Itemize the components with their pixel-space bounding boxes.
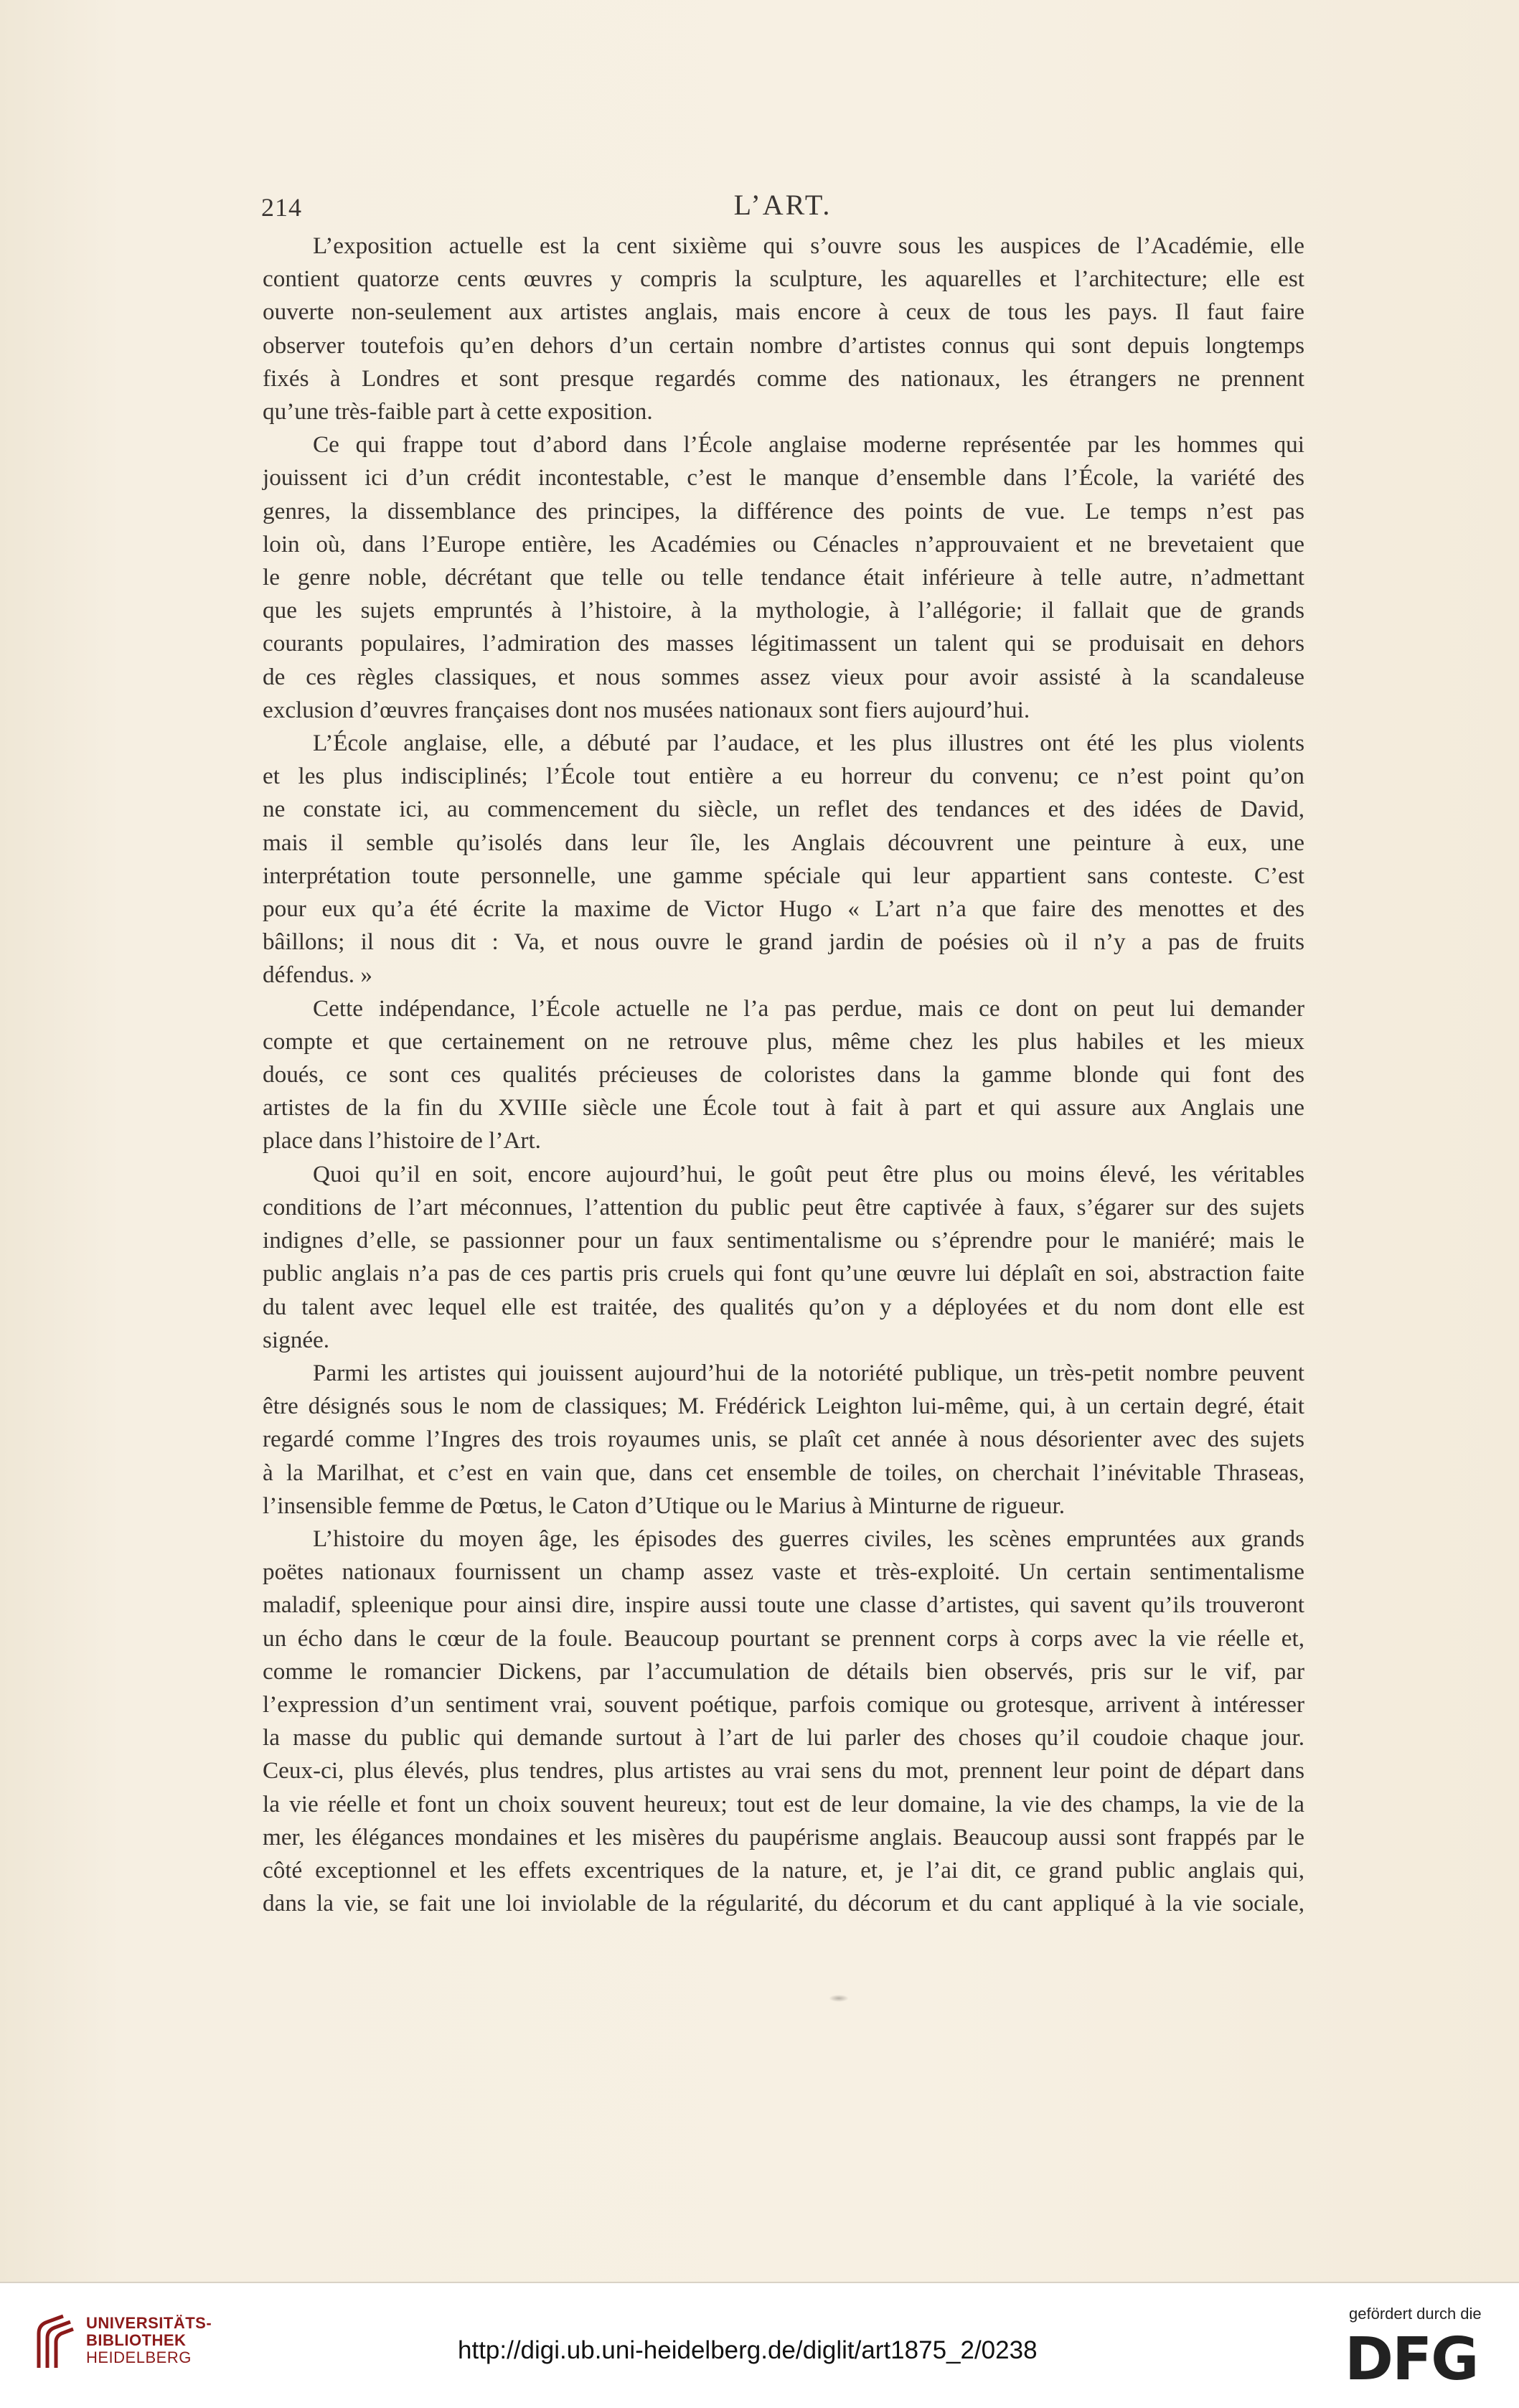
text-line: ouverte non-seulement aux artistes anglais, mais encore à ceux de tous les pays. Il faut faire (263, 298, 1304, 326)
article-body (263, 230, 1304, 1920)
text-line: la masse du public qui demande surtout à l’art de lui parler des choses qu’il coudoie chaque jour. (263, 1724, 1304, 1751)
text-line: de ces règles classiques, et nous sommes assez vieux pour avoir assisté à la scandaleuse (263, 663, 1304, 690)
text-line: courants populaires, l’admiration des masses légitimassent un talent qui se produisait en dehors (263, 630, 1304, 657)
text-line: contient quatorze cents œuvres y compris la sculpture, les aquarelles et l’architecture; elle est (263, 265, 1304, 293)
text-line: un écho dans le cœur de la foule. Beaucoup pourtant se prennent corps à corps avec la vie réelle et, (263, 1624, 1304, 1652)
text-line: observer toutefois qu’en dehors d’un certain nombre d’artistes connus qui sont depuis longtemps (263, 331, 1304, 359)
text-line: être désignés sous le nom de classiques; M. Frédérick Leighton lui-même, qui, à un certain degré, était (263, 1393, 1304, 1420)
text-line: fixés à Londres et sont presque regardés comme des nationaux, les étrangers ne prennent (263, 365, 1304, 392)
library-name-line: UNIVERSITÄTS- (86, 2314, 212, 2332)
text-line: qu’une très-faible part à cette exposition. (263, 398, 653, 425)
text-line: L’histoire du moyen âge, les épisodes des guerres civiles, les scènes empruntées aux grands (313, 1525, 1304, 1552)
text-line: conditions de l’art méconnues, l’attention du public peut être captivée à faux, s’égarer sur des sujets (263, 1193, 1304, 1221)
page-number: 214 (261, 193, 302, 222)
text-line: compte et que certainement on ne retrouve plus, même chez les plus habiles et les mieux (263, 1027, 1304, 1055)
library-logo-icon (34, 2312, 76, 2372)
text-line: exclusion d’œuvres françaises dont nos musées nationaux sont fiers aujourd’hui. (263, 696, 1030, 723)
scan-smudge (829, 1995, 849, 2002)
text-line: pour eux qu’a été écrite la maxime de Victor Hugo « L’art n’a que faire des menottes et des (263, 895, 1304, 923)
text-line: le genre noble, décrétant que telle ou telle tendance était inférieure à telle autre, n’admettant (263, 564, 1304, 591)
text-line: Ce qui frappe tout d’abord dans l’École anglaise moderne représentée par les hommes qui (313, 431, 1304, 458)
page-header (258, 188, 1307, 224)
text-line: que les sujets empruntés à l’histoire, à la mythologie, à l’allégorie; il fallait que de grands (263, 597, 1304, 624)
text-line: poëtes nationaux fournissent un champ assez vaste et très-exploité. Un certain sentimentalisme (263, 1558, 1304, 1586)
text-line: comme le romancier Dickens, par l’accumulation de détails bien observés, pris sur le vif, par (263, 1657, 1304, 1685)
text-line: loin où, dans l’Europe entière, les Académies ou Cénacles n’approuvaient et ne brevetaient que (263, 530, 1304, 558)
text-line: et les plus indisciplinés; l’École tout entière a eu horreur du convenu; ce n’est point qu’on (263, 763, 1304, 790)
permalink[interactable]: http://digi.ub.uni-heidelberg.de/diglit/art1875_2/0238 (458, 2336, 1038, 2364)
text-line: l’insensible femme de Pœtus, le Caton d’Utique ou le Marius à Minturne de rigueur. (263, 1492, 1066, 1519)
text-line: L’École anglaise, elle, a débuté par l’audace, et les plus illustres ont été les plus violents (313, 730, 1304, 757)
text-line: côté exceptionnel et les effets excentriques de la nature, et, je l’ai dit, ce grand public anglais qui, (263, 1856, 1304, 1883)
text-line: maladif, spleenique pour ainsi dire, inspire aussi toute une classe d’artistes, qui savent qu’ils trouveront (263, 1591, 1304, 1619)
text-line: Cette indépendance, l’École actuelle ne l’a pas perdue, mais ce dont on peut lui demander (313, 994, 1304, 1022)
text-line: interprétation toute personnelle, une gamme spéciale qui leur appartient sans conteste. C’est (263, 862, 1304, 889)
text-line: Ceux-ci, plus élevés, plus tendres, plus artistes au vrai sens du mot, prennent leur point de départ dans (263, 1757, 1304, 1784)
library-name-line: BIBLIOTHEK (86, 2331, 187, 2349)
digitization-footer (0, 2282, 1519, 2408)
text-line: bâillons; il nous dit : Va, et nous ouvre le grand jardin de poésies où il n’y a pas de fruits (263, 928, 1304, 956)
text-line: mer, les élégances mondaines et les misères du paupérisme anglais. Beaucoup aussi sont frappés par le (263, 1823, 1304, 1850)
text-line: L’exposition actuelle est la cent sixième qui s’ouvre sous les auspices de l’Académie, elle (313, 232, 1304, 259)
text-line: défendus. » (263, 961, 372, 989)
text-line: indignes d’elle, se passionner pour un faux sentimentalisme ou s’éprendre pour le maniéré; mais le (263, 1227, 1304, 1254)
text-line: ne constate ici, au commencement du siècle, un reflet des tendances et des idées de David, (263, 796, 1304, 823)
text-line: jouissent ici d’un crédit incontestable, c’est le manque d’ensemble dans l’École, la variété des (263, 464, 1304, 492)
library-name (86, 2315, 212, 2366)
text-line: doués, ce sont ces qualités précieuses de coloristes dans la gamme blonde qui font des (263, 1061, 1304, 1088)
text-line: public anglais n’a pas de ces partis pris cruels qui font qu’une œuvre lui déplaît en soi, abstraction faite (263, 1260, 1304, 1287)
funder-caption: gefördert durch die (1349, 2305, 1482, 2323)
text-line: la vie réelle et font un choix souvent heureux; tout est de leur domaine, la vie des champs, la vie de la (263, 1790, 1304, 1817)
text-line: artistes de la fin du XVIIIe siècle une École tout à fait à part et qui assure aux Anglais une (263, 1094, 1304, 1121)
text-line: genres, la dissemblance des principes, la différence des points de vue. Le temps n’est pas (263, 497, 1304, 525)
text-line: mais il semble qu’isolés dans leur île, les Anglais découvrent une peinture à eux, une (263, 829, 1304, 856)
text-line: signée. (263, 1326, 330, 1353)
text-line: regardé comme l’Ingres des trois royaumes unis, se plaît cet année à nous désorienter avec des sujets (263, 1426, 1304, 1453)
text-line: place dans l’histoire de l’Art. (263, 1127, 541, 1154)
dfg-logo: DFG (1345, 2325, 1478, 2394)
library-name-line: HEIDELBERG (86, 2348, 192, 2366)
running-title: L’ART. (733, 189, 832, 221)
text-line: Parmi les artistes qui jouissent aujourd’hui de la notoriété publique, un très-petit nombre peuvent (313, 1359, 1304, 1386)
text-line: dans la vie, se fait une loi inviolable de la régularité, du décorum et du cant appliqué à la vie sociale, (263, 1890, 1304, 1917)
text-line: à la Marilhat, et c’est en vain que, dans cet ensemble de toiles, on cherchait l’inévitable Thraseas, (263, 1459, 1304, 1486)
text-line: l’expression d’un sentiment vrai, souvent poétique, parfois comique ou grotesque, arrivent à intéresser (263, 1690, 1304, 1718)
text-line: du talent avec lequel elle est traitée, des qualités qu’on y a déployées et du nom dont elle est (263, 1293, 1304, 1320)
text-line: Quoi qu’il en soit, encore aujourd’hui, le goût peut être plus ou moins élevé, les véritables (313, 1160, 1304, 1187)
